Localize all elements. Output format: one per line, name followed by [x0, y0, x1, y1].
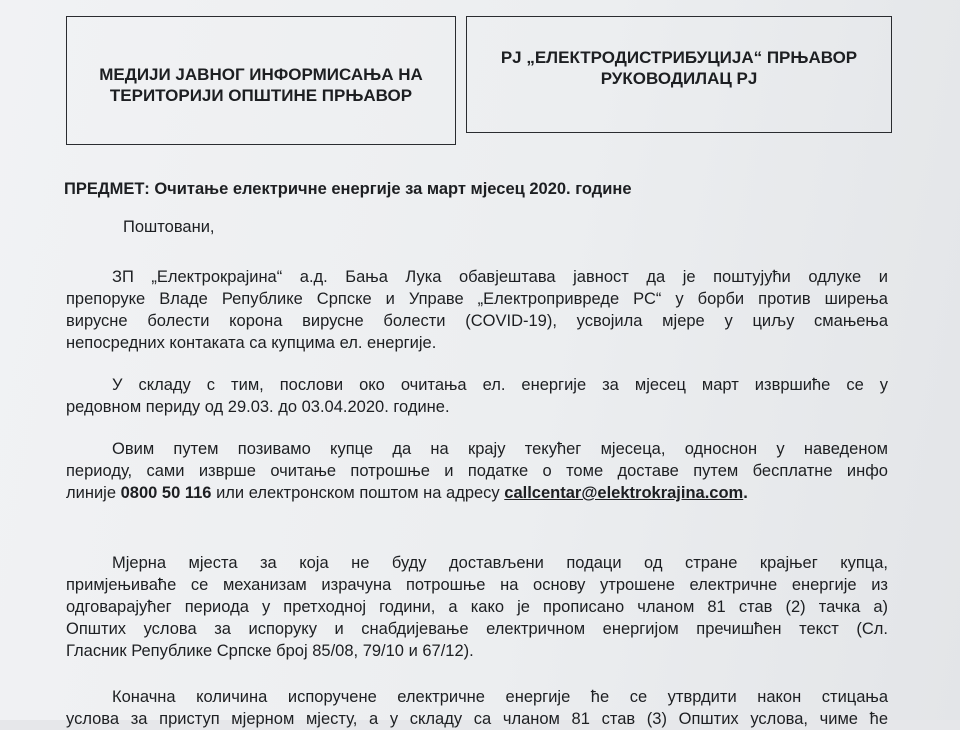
contact-prefix: линије [66, 484, 117, 502]
paragraph-line: препоруке Владе Републике Српске и Управе „Електропривреде РС“ у борби против ширења [66, 290, 888, 308]
sender-box [466, 16, 892, 133]
paragraph-line: вирусне болести корона вирусне болести (COVID-19), усвојила мјере у циљу смањења [66, 312, 888, 330]
paragraph-line: Овим путем позивамо купце да на крају текућег мјесеца, односнон у наведеном [112, 440, 888, 458]
paragraph-line: Општих услова за испоруку и снабдијевање електричном енергијом пречишћен текст (Сл. [66, 620, 888, 638]
greeting: Поштовани, [123, 218, 215, 236]
paragraph-line: редовном периду од 29.03. до 03.04.2020. године. [66, 398, 450, 416]
info-phone-number[interactable]: 0800 50 116 [120, 484, 212, 502]
contact-middle: или електронском поштом на адресу [216, 484, 500, 502]
subject-line: ПРЕДМЕТ: Очитање електричне енергије за март мјесец 2020. године [64, 180, 632, 198]
paragraph-line: непосредних контаката са купцима ел. енергије. [66, 334, 437, 352]
recipient-line-1: МЕДИЈИ ЈАВНОГ ИНФОРМИСАЊА НА [99, 64, 423, 84]
paragraph-line: Мјерна мјеста за која не буду достављени подаци од стране крајњег купца, [112, 554, 888, 572]
paragraph-5 [66, 686, 888, 730]
paragraph-line: У складу с тим, послови око очитања ел. енергије за мјесец март извршиће се у [112, 376, 888, 394]
recipient-line-2: ТЕРИТОРИЈИ ОПШТИНЕ ПРЊАВОР [109, 85, 413, 105]
paragraph-line: одговарајућег периода у претходној години, а како је прописано чланом 81 став (2) тачка а) [66, 598, 888, 616]
paragraph-line: ЗП „Електрокрајина“ а.д. Бања Лука обавјештава јавност да је поштујући одлуке и [112, 268, 888, 286]
paragraph-line: периоду, сами изврше очитање потрошње и податке о томе доставе путем бесплатне инфо [66, 462, 888, 480]
sender-line-1: РЈ „ЕЛЕКТРОДИСТРИБУЦИЈА“ ПРЊАВОР [500, 48, 858, 67]
email-link[interactable]: callcentar@elektrokrajina.com [504, 484, 744, 502]
contact-end: . [743, 484, 748, 502]
paragraph-line: примјењиваће се механизам израчуна потрошње на основу утрошене електричне енергије из [66, 576, 888, 594]
paragraph-3 [66, 438, 888, 504]
paragraph-line: услова за приступ мјерном мјесту, а у складу са чланом 81 став (3) Општих услова, чиме ће [66, 710, 888, 728]
paragraph-line-contacts [66, 482, 888, 504]
paragraph-4 [66, 552, 888, 662]
paragraph-line: Коначна количина испоручене електричне енергије ће се утврдити након стицања [112, 688, 888, 706]
paragraph-line: Гласник Републике Српске број 85/08, 79/10 и 67/12). [66, 642, 474, 660]
recipient-box [66, 16, 456, 145]
sender-line-2: РУКОВОДИЛАЦ РЈ [600, 69, 758, 88]
paragraph-2 [66, 374, 888, 418]
paragraph-1 [66, 266, 888, 354]
